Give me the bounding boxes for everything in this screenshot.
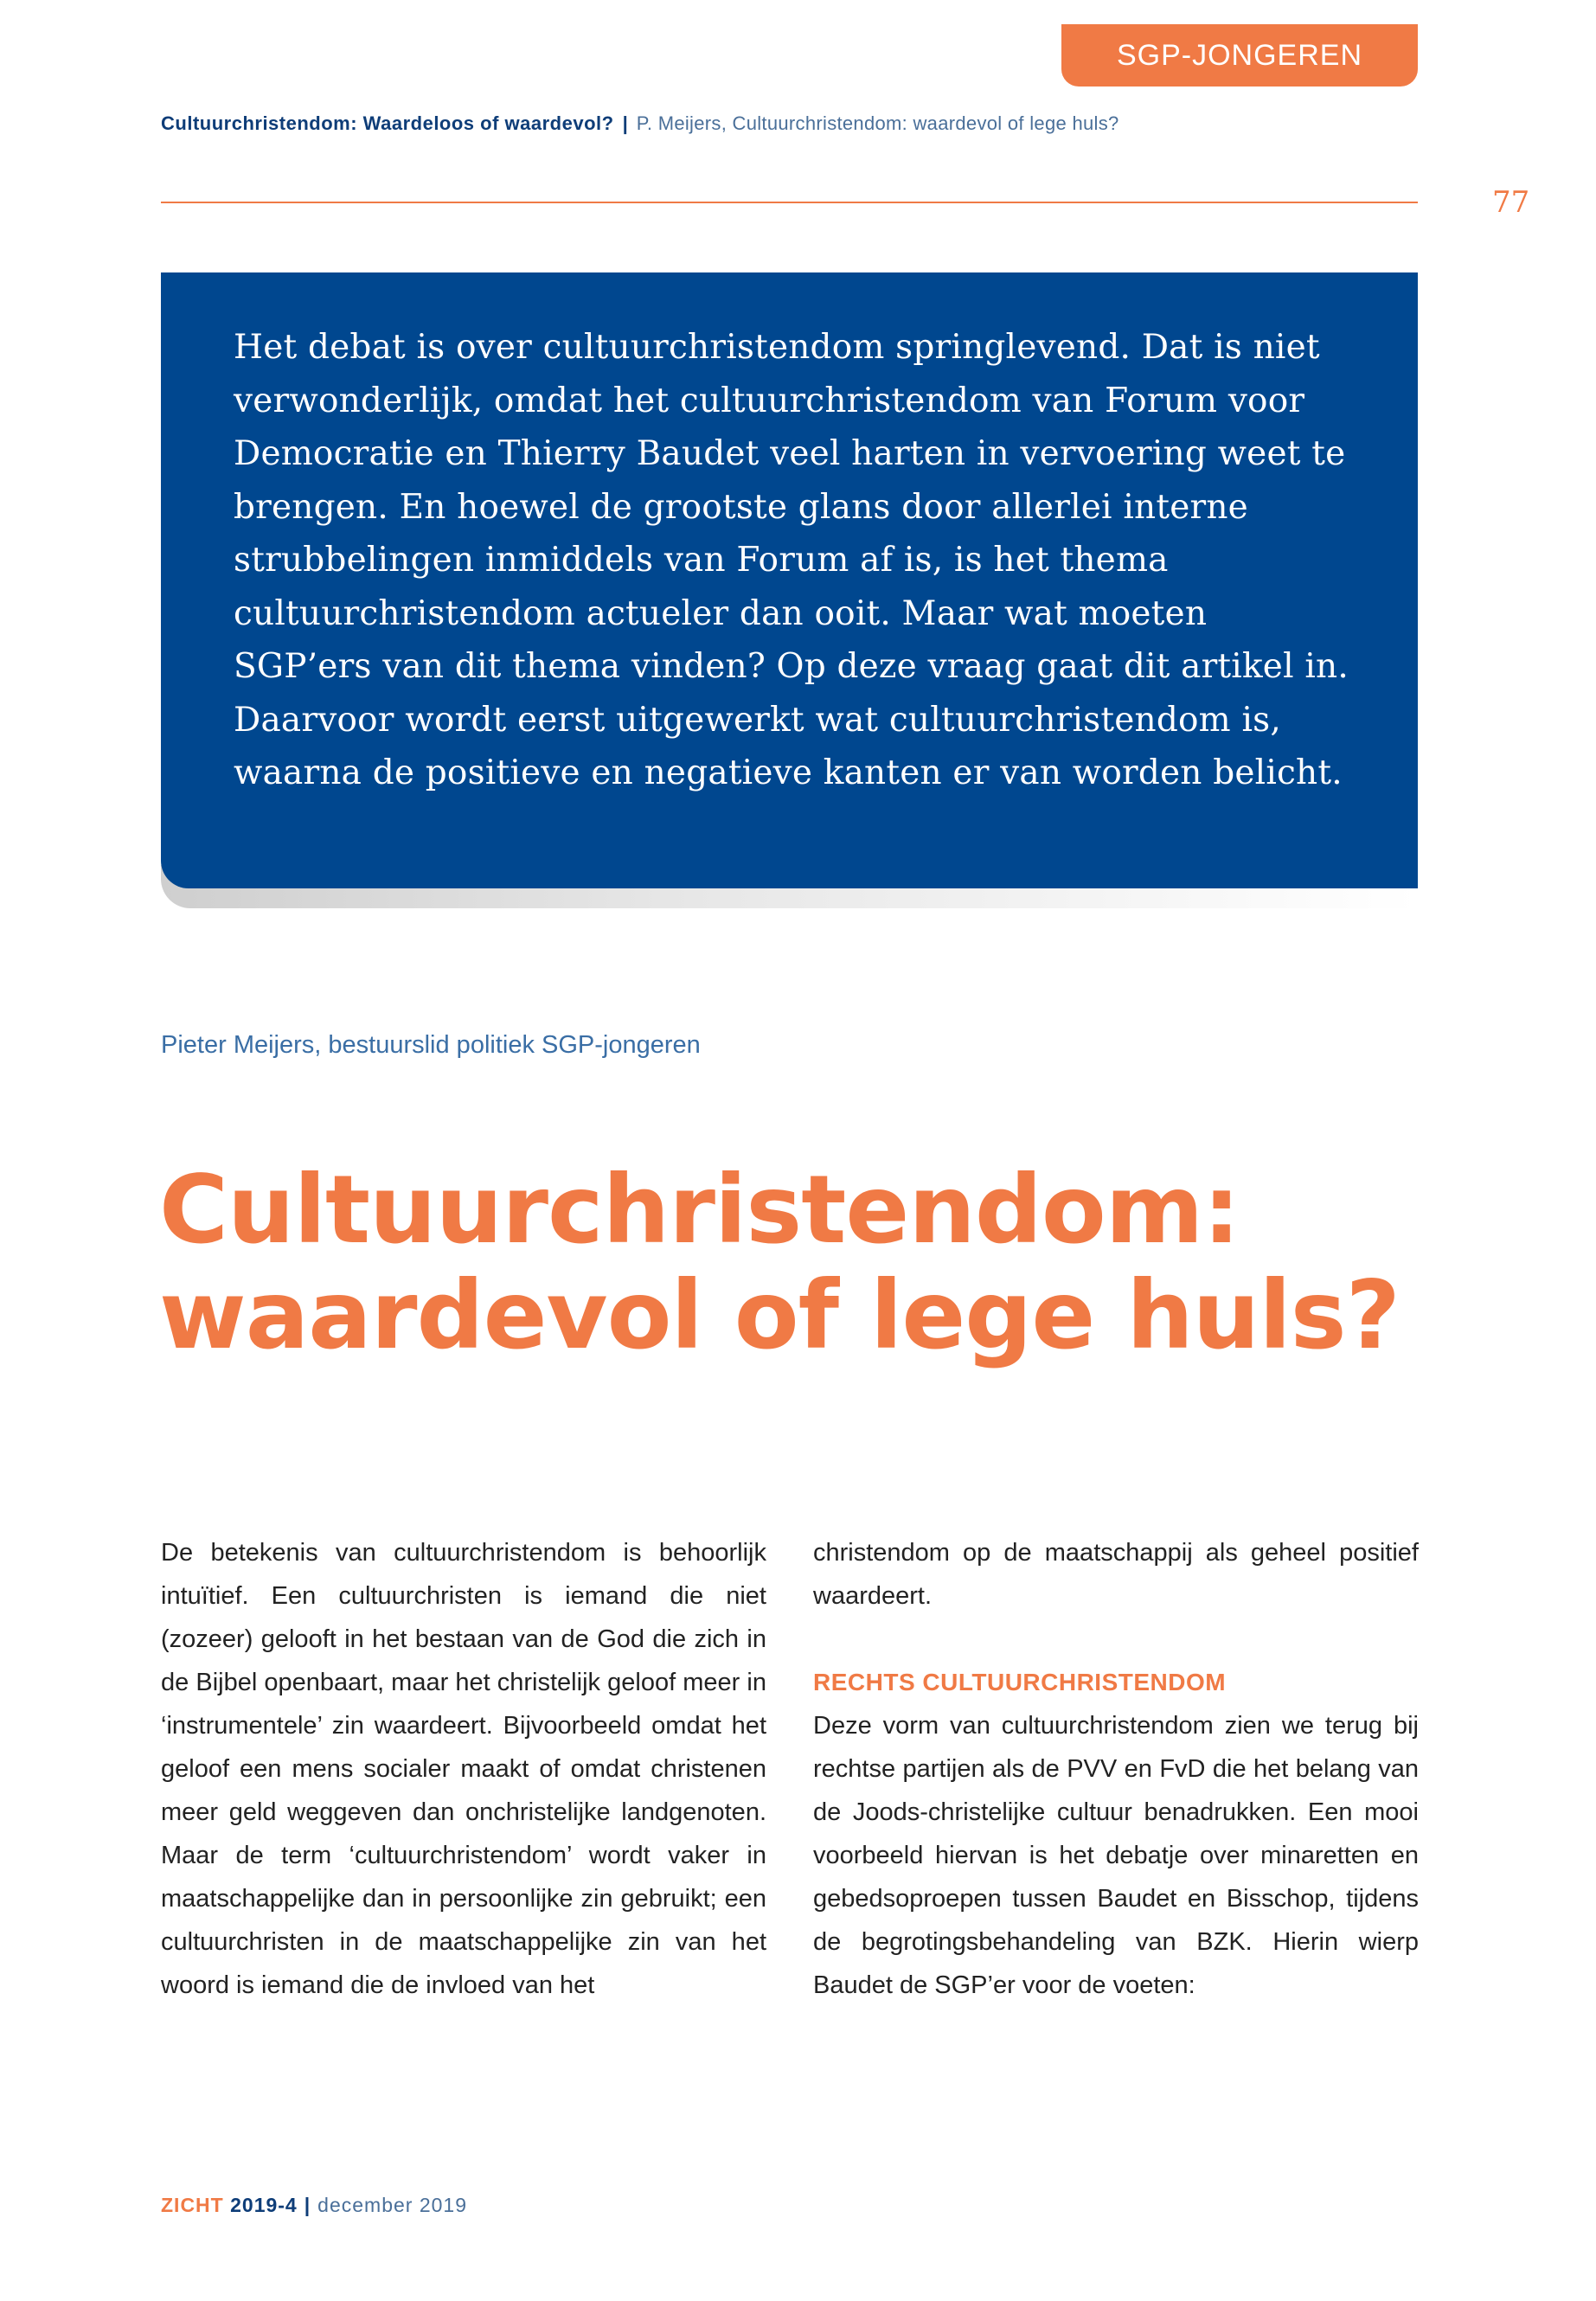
footer-separator: | bbox=[304, 2194, 311, 2216]
intro-text: Het debat is over cultuurchristendom springlevend. Dat is niet verwonderlijk, omdat het cultuurchristendom van Forum voor Democratie en Thierry Baudet veel harten in vervoering weet te brengen. En hoewel de grootste glans door allerlei interne strubbelingen inmiddels van Forum af is, is het thema cultuurchristendom actueler dan ooit. Maar wat moeten SGP’ers van dit thema vinden? Op deze vraag gaat dit artikel in. Daarvoor wordt eerst uitgewerkt wat cultuurchristendom is, waarna de positieve en negatieve kanten er van worden belicht. bbox=[234, 328, 1349, 792]
section-subheading: RECHTS CULTUURCHRISTENDOM bbox=[813, 1669, 1227, 1695]
byline: Pieter Meijers, bestuurslid politiek SGP-jongeren bbox=[161, 1031, 701, 1059]
running-header-separator: | bbox=[622, 112, 628, 134]
article-title-line-2: waardevol of lege huls? bbox=[159, 1260, 1400, 1370]
footer bbox=[161, 2194, 467, 2217]
body-column-right bbox=[813, 1531, 1419, 2007]
running-header-subtitle: P. Meijers, Cultuurchristendom: waardevol of lege huls? bbox=[636, 112, 1119, 134]
section-tab: SGP-JONGEREN bbox=[1061, 24, 1418, 87]
article-title-line-1: Cultuurchristendom: bbox=[159, 1155, 1240, 1265]
header-divider bbox=[161, 202, 1418, 203]
page-number: 77 bbox=[1492, 185, 1530, 220]
body-paragraph-continuation: christendom op de maatschappij als geheel positief waardeert. bbox=[813, 1539, 1419, 1610]
body-paragraph: Deze vorm van cultuurchristendom zien we terug bij rechtse partijen als de PVV en FvD die het belang van de Joods-christelijke cultuur benadrukken. Een mooi voorbeeld hiervan is het debatje over minaretten en gebedsoproepen tussen Baudet en Bisschop, tijdens de begrotingsbehandeling van BZK. Hierin wierp Baudet de SGP’er voor de voeten: bbox=[813, 1712, 1419, 1999]
footer-issue: 2019-4 bbox=[230, 2194, 298, 2216]
body-column-left bbox=[161, 1531, 766, 2007]
footer-date: december 2019 bbox=[317, 2194, 468, 2216]
running-header-title: Cultuurchristendom: Waardeloos of waardevol? bbox=[161, 112, 614, 134]
running-header bbox=[161, 112, 1119, 135]
intro-box bbox=[161, 272, 1418, 888]
footer-magazine: ZICHT bbox=[161, 2194, 224, 2216]
body-paragraph: De betekenis van cultuurchristendom is behoorlijk intuïtief. Een cultuurchristen is iemand die niet (zozeer) gelooft in het bestaan van de God die zich in de Bijbel openbaart, maar het christelijk geloof meer in ‘instrumentele’ zin waardeert. Bijvoorbeeld omdat het geloof een mens socialer maakt of omdat christenen meer geld weggeven dan onchristelijke landgenoten. Maar de term ‘cultuurchristendom’ wordt vaker in maatschappelijke dan in persoonlijke zin gebruikt; een cultuurchristen in de maatschappelijke zin van het woord is iemand die de invloed van het bbox=[161, 1539, 766, 1999]
article-title bbox=[159, 1157, 1400, 1368]
